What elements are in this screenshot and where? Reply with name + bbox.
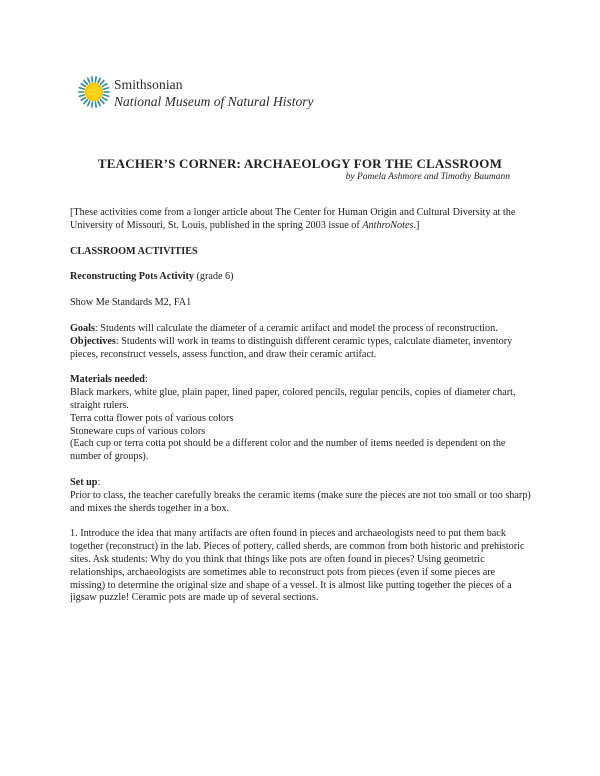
byline: by Pamela Ashmore and Timothy Baumann	[345, 172, 510, 182]
standards-line: Show Me Standards M2, FA1	[70, 297, 192, 309]
sun-ray	[98, 78, 100, 83]
org-name: Smithsonian	[114, 77, 183, 92]
sun-ray	[98, 101, 100, 106]
sun-ray	[88, 101, 90, 106]
sun-ray	[92, 102, 93, 107]
sun-ray	[79, 95, 84, 96]
materials-line: (Each cup or terra cotta pot should be a different color and the number of items needed is dependent on the number of groups).	[70, 438, 506, 463]
sun-ray	[101, 81, 104, 85]
sun-ray	[104, 95, 109, 96]
document-title: TEACHER’S CORNER: ARCHAEOLOGY FOR THE CLASSROOM	[97, 156, 503, 171]
museum-logo	[78, 76, 318, 118]
materials-line: Stoneware cups of various colors	[70, 425, 206, 437]
sun-ray	[81, 84, 85, 87]
step-1-paragraph: 1. Introduce the idea that many artifacts are often found in pieces and archaeologists need to put them back together (reconstruct) in the lab. Pieces of pottery, called sherds, are common from both historic and prehistoric sites. Ask students: Why do you think that things like pots are often found in pieces? Using geometric relationships, archaeologists are sometimes able to reconstruct pots from pieces (even if some pieces are missing) to determine the original size and shape of a vessel. It is almost like putting together the pieces of a jigsaw puzzle! Ceramic pots are made up of several sections.	[70, 528, 525, 604]
sun-ray	[95, 102, 96, 107]
sun-ray	[79, 88, 84, 89]
objectives-paragraph: Objectives: Students will work in teams to distinguish different ceramic types, calculate diameter, inventory pieces, reconstruct vessels, assess function, and draw their ceramic artifact.	[70, 335, 513, 360]
materials-heading: Materials needed:	[70, 374, 148, 386]
document-body	[70, 207, 532, 605]
sun-ray	[103, 84, 107, 87]
sun-ray	[101, 100, 104, 104]
sun-ray	[103, 98, 107, 101]
goals-paragraph: Goals: Students will calculate the diameter of a ceramic artifact and model the process of reconstruction.	[70, 322, 498, 334]
intro-paragraph: [These activities come from a longer article about The Center for Human Origin and Cultural Diversity at the University of Missouri, St. Louis, published in the spring 2003 issue of AnthroNotes.]	[70, 207, 516, 231]
sun-ray	[88, 78, 90, 83]
sun-ray	[84, 81, 87, 85]
materials-line: Black markers, white glue, plain paper, lined paper, colored pencils, regular pencils, copies of diameter chart, straight rulers.	[70, 387, 516, 411]
materials-line: Terra cotta flower pots of various colors	[70, 412, 234, 424]
section-heading: CLASSROOM ACTIVITIES	[70, 245, 198, 257]
sun-logo-icon	[78, 76, 110, 108]
publication-name: AnthroNotes	[362, 219, 414, 231]
setup-heading: Set up:	[70, 476, 101, 488]
sun-ray	[95, 77, 96, 82]
museum-name: National Museum of Natural History	[114, 94, 314, 109]
sun-ray	[84, 100, 87, 104]
setup-paragraph: Prior to class, the teacher carefully breaks the ceramic items (make sure the pieces are not too small or too sharp) and mixes the sherds together in a box.	[70, 489, 531, 514]
sun-ray	[104, 88, 109, 89]
activity-heading: Reconstructing Pots Activity (grade 6)	[70, 271, 234, 283]
sun-ray	[92, 77, 93, 82]
sun-ray	[81, 98, 85, 101]
